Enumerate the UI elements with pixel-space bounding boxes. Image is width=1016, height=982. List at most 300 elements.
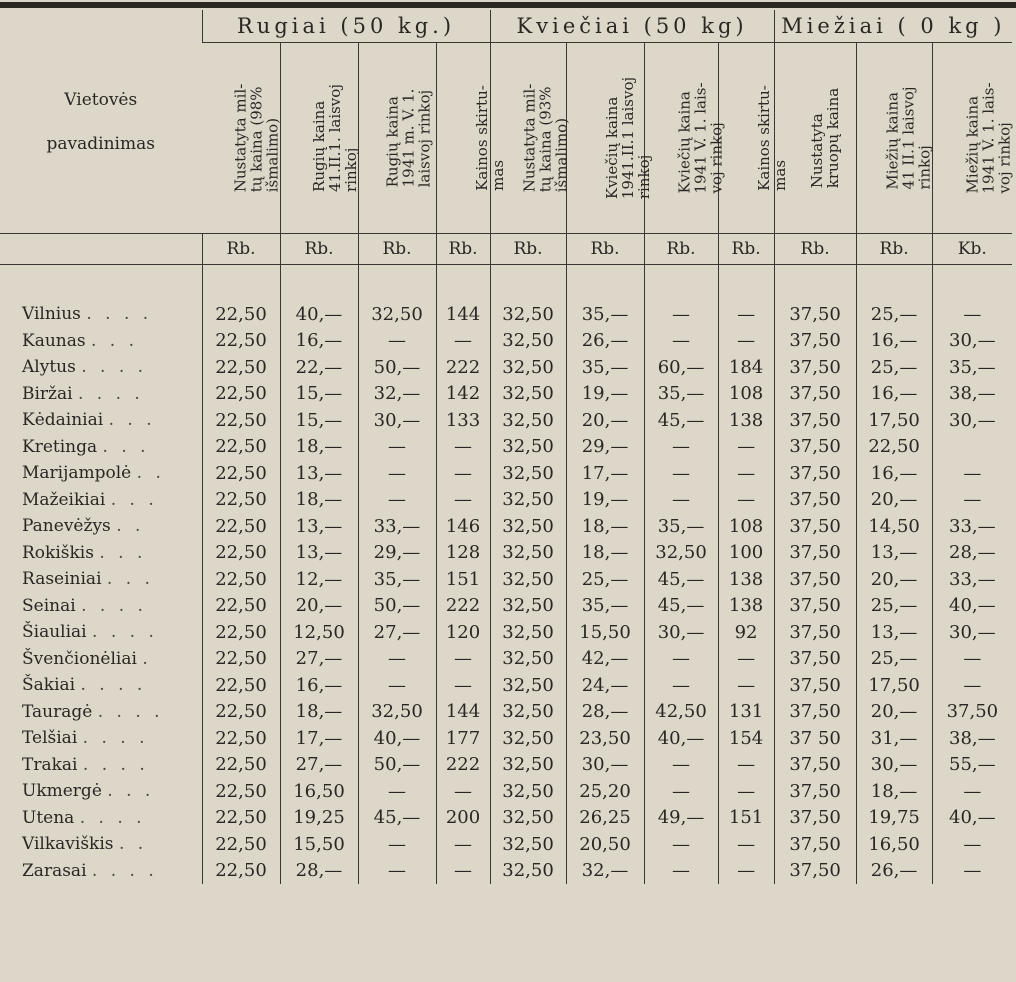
value-cell: 37 50: [774, 725, 856, 752]
value-cell: 31,—: [856, 725, 932, 752]
value-cell: 35,—: [566, 301, 644, 328]
place-name: Kėdainiai: [22, 410, 104, 431]
value-cell: 22,50: [202, 301, 280, 328]
value-cell: 177: [436, 725, 490, 752]
value-cell: —: [718, 328, 774, 355]
value-cell: 22,50: [202, 434, 280, 461]
leader-dots: . . . .: [78, 383, 144, 404]
table-row: [0, 725, 1012, 752]
value-cell: 142: [436, 381, 490, 408]
leader-dots: . . . .: [97, 701, 164, 722]
value-cell: —: [718, 460, 774, 487]
value-cell: 18,—: [280, 487, 358, 514]
value-cell: 22,50: [202, 858, 280, 885]
table-row: [0, 540, 1012, 567]
value-cell: 30,—: [856, 752, 932, 779]
place-name-cell: [0, 593, 202, 620]
value-cell: [932, 434, 1012, 461]
value-cell: 15,50: [280, 831, 358, 858]
value-cell: 35,—: [644, 381, 718, 408]
place-name-cell: [0, 328, 202, 355]
value-cell: 37,50: [774, 354, 856, 381]
column-header-line1: Nustatyta mil-: [231, 83, 250, 192]
unit-cell: Rb.: [644, 234, 718, 265]
value-cell: 32,50: [490, 858, 566, 885]
value-cell: 37,50: [774, 566, 856, 593]
value-cell: 32,50: [490, 805, 566, 832]
value-cell: 25,—: [856, 593, 932, 620]
leader-dots: . . .: [110, 489, 158, 510]
value-cell: 37,50: [774, 407, 856, 434]
price-table: [0, 10, 1012, 884]
value-cell: —: [436, 460, 490, 487]
value-cell: —: [718, 831, 774, 858]
value-cell: 37,50: [774, 752, 856, 779]
leader-dots: . . .: [91, 330, 139, 351]
value-cell: —: [644, 752, 718, 779]
column-header-line2: kruopų kaina: [823, 87, 842, 188]
leader-dots: . . . .: [86, 304, 153, 325]
value-cell: 19,25: [280, 805, 358, 832]
value-cell: —: [718, 672, 774, 699]
place-name-cell: [0, 487, 202, 514]
value-cell: 18,—: [280, 699, 358, 726]
value-cell: —: [644, 858, 718, 885]
place-name: Rokiškis: [22, 542, 94, 563]
table-row: [0, 407, 1012, 434]
value-cell: 35,—: [932, 354, 1012, 381]
value-cell: 13,—: [280, 540, 358, 567]
value-cell: 49,—: [644, 805, 718, 832]
unit-cell: Rb.: [774, 234, 856, 265]
value-cell: 42,50: [644, 699, 718, 726]
leader-dots: . . . .: [91, 860, 158, 881]
column-header-text: [473, 85, 505, 191]
value-cell: 32,50: [490, 646, 566, 673]
value-cell: 22,50: [202, 778, 280, 805]
table-row: [0, 593, 1012, 620]
place-name-cell: [0, 619, 202, 646]
value-cell: 131: [718, 699, 774, 726]
value-cell: 24,—: [566, 672, 644, 699]
column-header-line1: Miežių kaina: [963, 95, 982, 194]
value-cell: 26,25: [566, 805, 644, 832]
value-cell: 17,—: [280, 725, 358, 752]
table-row: [0, 619, 1012, 646]
value-cell: 37,50: [774, 646, 856, 673]
value-cell: —: [358, 460, 436, 487]
column-header-line2: 41.II.1. laisvoj: [325, 83, 344, 192]
leader-dots: . . . .: [82, 728, 149, 749]
value-cell: 37,50: [774, 619, 856, 646]
group-barley: Miežiai ( 0 kg ): [774, 10, 1012, 43]
value-cell: —: [644, 301, 718, 328]
value-cell: 50,—: [358, 752, 436, 779]
value-cell: 37,50: [774, 672, 856, 699]
value-cell: 14,50: [856, 513, 932, 540]
value-cell: —: [644, 460, 718, 487]
value-cell: 16,—: [280, 672, 358, 699]
spacer-cell: [718, 265, 774, 302]
value-cell: 12,—: [280, 566, 358, 593]
value-cell: —: [932, 858, 1012, 885]
value-cell: 32,50: [490, 725, 566, 752]
column-header-line3: išmalimo): [551, 117, 570, 192]
value-cell: 17,50: [856, 672, 932, 699]
value-cell: 37,50: [774, 778, 856, 805]
value-cell: 25,—: [856, 646, 932, 673]
column-header-line2: 1941 V. 1. lais-: [979, 81, 998, 194]
value-cell: 35,—: [644, 513, 718, 540]
value-cell: 222: [436, 752, 490, 779]
value-cell: 25,20: [566, 778, 644, 805]
value-cell: 22,50: [202, 540, 280, 567]
column-header-line2: mas: [488, 159, 507, 191]
value-cell: —: [932, 460, 1012, 487]
units-row: [0, 234, 1012, 265]
value-cell: 16,—: [856, 460, 932, 487]
value-cell: —: [932, 487, 1012, 514]
value-cell: —: [436, 434, 490, 461]
value-cell: 133: [436, 407, 490, 434]
leader-dots: .: [142, 648, 152, 669]
value-cell: 184: [718, 354, 774, 381]
value-cell: 30,—: [932, 619, 1012, 646]
value-cell: 37,50: [774, 513, 856, 540]
value-cell: 17,50: [856, 407, 932, 434]
place-name-cell: [0, 805, 202, 832]
value-cell: 32,50: [490, 619, 566, 646]
value-cell: 37,50: [774, 593, 856, 620]
value-cell: 37,50: [774, 381, 856, 408]
value-cell: —: [644, 672, 718, 699]
value-cell: —: [718, 778, 774, 805]
table-row: [0, 381, 1012, 408]
value-cell: 40,—: [280, 301, 358, 328]
value-cell: 33,—: [358, 513, 436, 540]
place-name-cell: [0, 460, 202, 487]
value-cell: 18,—: [566, 513, 644, 540]
column-header-text: [604, 76, 652, 198]
value-cell: 22,50: [202, 725, 280, 752]
place-name: Švenčionėliai: [22, 648, 137, 669]
value-cell: —: [644, 646, 718, 673]
column-header-line1: Kviečių kaina: [675, 90, 694, 194]
column-header-line3: išmalimo): [263, 117, 282, 192]
value-cell: 32,50: [490, 460, 566, 487]
value-cell: 40,—: [644, 725, 718, 752]
column-header-text: [384, 88, 432, 187]
value-cell: 40,—: [932, 593, 1012, 620]
value-cell: 22,50: [202, 672, 280, 699]
value-cell: 32,50: [490, 672, 566, 699]
place-name-cell: [0, 725, 202, 752]
table-row: [0, 513, 1012, 540]
table-row: [0, 699, 1012, 726]
value-cell: 30,—: [566, 752, 644, 779]
value-cell: 38,—: [932, 381, 1012, 408]
value-cell: 13,—: [280, 513, 358, 540]
value-cell: —: [644, 434, 718, 461]
unit-cell: Rb.: [202, 234, 280, 265]
value-cell: —: [436, 328, 490, 355]
value-cell: 22,50: [202, 381, 280, 408]
column-header-line1: Nustatyta mil-: [519, 83, 538, 192]
column-header-line3: voj rinkoj: [707, 121, 726, 194]
table-row: [0, 831, 1012, 858]
value-cell: 22,50: [202, 619, 280, 646]
column-header-line1: Rugių kaina: [309, 100, 328, 192]
unit-cell: Rb.: [436, 234, 490, 265]
place-name-cell: [0, 513, 202, 540]
value-cell: —: [718, 301, 774, 328]
value-cell: 22,50: [202, 513, 280, 540]
value-cell: 32,50: [644, 540, 718, 567]
place-name: Zarasai: [22, 860, 87, 881]
value-cell: —: [718, 858, 774, 885]
value-cell: 32,50: [490, 752, 566, 779]
column-header-line3: rinkoj: [915, 144, 934, 190]
value-cell: —: [718, 487, 774, 514]
value-cell: 33,—: [932, 566, 1012, 593]
value-cell: 33,—: [932, 513, 1012, 540]
leader-dots: . . . .: [81, 357, 148, 378]
place-name: Tauragė: [22, 701, 93, 722]
value-cell: —: [436, 778, 490, 805]
place-name: Alytus: [22, 357, 76, 378]
leader-dots: . . . .: [80, 675, 147, 696]
value-cell: 32,50: [358, 301, 436, 328]
value-cell: —: [644, 328, 718, 355]
value-cell: —: [644, 487, 718, 514]
value-cell: 32,50: [490, 540, 566, 567]
column-header-text: [755, 85, 787, 191]
value-cell: 146: [436, 513, 490, 540]
leader-dots: . . .: [107, 781, 155, 802]
column-header: [932, 43, 1012, 234]
column-header: [280, 43, 358, 234]
value-cell: 45,—: [644, 407, 718, 434]
value-cell: 100: [718, 540, 774, 567]
table-row: [0, 301, 1012, 328]
place-name-cell: [0, 540, 202, 567]
unit-cell: Rb.: [856, 234, 932, 265]
spacer-cell: [280, 265, 358, 302]
spacer-cell: [358, 265, 436, 302]
column-header: [856, 43, 932, 234]
value-cell: 37,50: [774, 328, 856, 355]
place-name-cell: [0, 752, 202, 779]
spacer-cell: [202, 265, 280, 302]
value-cell: 37,50: [774, 831, 856, 858]
column-header-line1: Kviečių kaina: [602, 96, 621, 199]
place-name: Vilkaviškis: [22, 834, 114, 855]
column-header-line2: mas: [770, 159, 789, 191]
value-cell: 37,50: [774, 301, 856, 328]
table-row: [0, 752, 1012, 779]
place-name: Marijampolė: [22, 463, 132, 484]
value-cell: 138: [718, 407, 774, 434]
value-cell: —: [932, 301, 1012, 328]
value-cell: 151: [436, 566, 490, 593]
leader-dots: . .: [116, 516, 145, 537]
value-cell: 22,50: [202, 593, 280, 620]
value-cell: 32,—: [566, 858, 644, 885]
value-cell: 40,—: [358, 725, 436, 752]
value-cell: —: [358, 672, 436, 699]
place-name: Šakiai: [22, 675, 76, 696]
value-cell: 50,—: [358, 354, 436, 381]
value-cell: 25,—: [856, 354, 932, 381]
column-header-text: [310, 84, 358, 192]
table-row: [0, 646, 1012, 673]
value-cell: 32,50: [490, 513, 566, 540]
value-cell: 20,—: [566, 407, 644, 434]
place-name: Raseiniai: [22, 569, 102, 590]
column-header-line2: tų kaina (98%: [247, 85, 266, 192]
value-cell: 108: [718, 513, 774, 540]
leader-dots: . . . .: [79, 807, 146, 828]
value-cell: 26,—: [856, 858, 932, 885]
value-cell: —: [436, 831, 490, 858]
column-header: [718, 43, 789, 234]
value-cell: 222: [436, 593, 490, 620]
value-cell: 18,—: [280, 434, 358, 461]
place-name-cell: [0, 381, 202, 408]
column-header: [436, 43, 507, 234]
value-cell: 32,50: [490, 566, 566, 593]
column-header: [566, 43, 653, 234]
value-cell: 26,—: [566, 328, 644, 355]
value-cell: 35,—: [358, 566, 436, 593]
value-cell: —: [436, 672, 490, 699]
value-cell: 37,50: [774, 858, 856, 885]
value-cell: —: [436, 646, 490, 673]
value-cell: 22,50: [202, 566, 280, 593]
spacer-cell: [644, 265, 718, 302]
column-header-line3: rinkoj: [341, 147, 360, 192]
column-header-line1: Kainos skirtu-: [472, 84, 491, 191]
place-name: Trakai: [22, 754, 78, 775]
value-cell: 28,—: [280, 858, 358, 885]
value-cell: 29,—: [566, 434, 644, 461]
place-name: Šiauliai: [22, 622, 87, 643]
value-cell: 38,—: [932, 725, 1012, 752]
column-header-line1: Miežių kaina: [883, 91, 902, 190]
leader-dots: . .: [118, 834, 148, 855]
table-row: [0, 328, 1012, 355]
column-header-line2: 1941.II.1 laisvoj: [618, 76, 637, 199]
place-name-cell: [0, 672, 202, 699]
column-header-text: [521, 83, 569, 192]
column-header-line3: laisvoj rinkoj: [414, 89, 433, 187]
unit-cell: Rb.: [718, 234, 774, 265]
value-cell: 25,—: [566, 566, 644, 593]
value-cell: 27,—: [358, 619, 436, 646]
value-cell: 37,50: [774, 460, 856, 487]
value-cell: 30,—: [358, 407, 436, 434]
place-name-cell: [0, 301, 202, 328]
value-cell: 32,50: [490, 381, 566, 408]
value-cell: 151: [718, 805, 774, 832]
place-header-line1: Vietovės: [64, 89, 138, 110]
column-header-line3: rinkoj: [634, 154, 653, 199]
spacer-row: [0, 265, 1012, 302]
unit-cell: Rb.: [358, 234, 436, 265]
place-name-cell: [0, 778, 202, 805]
spacer-cell: [490, 265, 566, 302]
value-cell: 22,50: [202, 407, 280, 434]
value-cell: 32,50: [490, 593, 566, 620]
place-name-cell: [0, 354, 202, 381]
value-cell: 22,50: [202, 831, 280, 858]
value-cell: 32,50: [490, 699, 566, 726]
table-row: [0, 354, 1012, 381]
value-cell: 37,50: [774, 434, 856, 461]
value-cell: 20,—: [856, 699, 932, 726]
place-name: Biržai: [22, 383, 73, 404]
value-cell: 32,50: [490, 434, 566, 461]
leader-dots: . . . .: [82, 754, 149, 775]
value-cell: 22,50: [202, 752, 280, 779]
value-cell: 45,—: [644, 593, 718, 620]
value-cell: 45,—: [644, 566, 718, 593]
value-cell: 19,—: [566, 487, 644, 514]
value-cell: 35,—: [566, 354, 644, 381]
table-row: [0, 805, 1012, 832]
value-cell: 30,—: [644, 619, 718, 646]
value-cell: 32,50: [490, 407, 566, 434]
column-header-line1: Rugių kaina: [382, 95, 401, 187]
column-header-line1: Nustatyta: [807, 112, 826, 188]
value-cell: —: [358, 434, 436, 461]
value-cell: —: [718, 752, 774, 779]
value-cell: 138: [718, 566, 774, 593]
value-cell: —: [718, 434, 774, 461]
spacer-cell: [566, 265, 644, 302]
unit-cell: Rb.: [280, 234, 358, 265]
value-cell: 32,50: [490, 487, 566, 514]
value-cell: 37,50: [774, 540, 856, 567]
value-cell: 18,—: [856, 778, 932, 805]
column-header-text: [232, 83, 280, 192]
leader-dots: . . .: [102, 436, 150, 457]
table-row: [0, 858, 1012, 885]
group-wheat: Kviečiai (50 kg): [490, 10, 774, 43]
value-cell: 32,50: [358, 699, 436, 726]
value-cell: 22,50: [202, 354, 280, 381]
column-header-text: [676, 82, 724, 193]
value-cell: 22,50: [202, 328, 280, 355]
value-cell: 222: [436, 354, 490, 381]
unit-cell: Rb.: [490, 234, 566, 265]
value-cell: 25,—: [856, 301, 932, 328]
value-cell: 20,50: [566, 831, 644, 858]
place-name-cell: [0, 434, 202, 461]
value-cell: —: [718, 646, 774, 673]
column-header-text: [809, 87, 841, 187]
value-cell: 16,50: [856, 831, 932, 858]
table-row: [0, 778, 1012, 805]
column-header: [358, 43, 436, 234]
column-header-line2: tų kaina (93%: [535, 85, 554, 192]
value-cell: 18,—: [566, 540, 644, 567]
value-cell: —: [358, 778, 436, 805]
leader-dots: . .: [136, 463, 165, 484]
value-cell: 40,—: [932, 805, 1012, 832]
value-cell: 35,—: [566, 593, 644, 620]
value-cell: 22,50: [202, 699, 280, 726]
